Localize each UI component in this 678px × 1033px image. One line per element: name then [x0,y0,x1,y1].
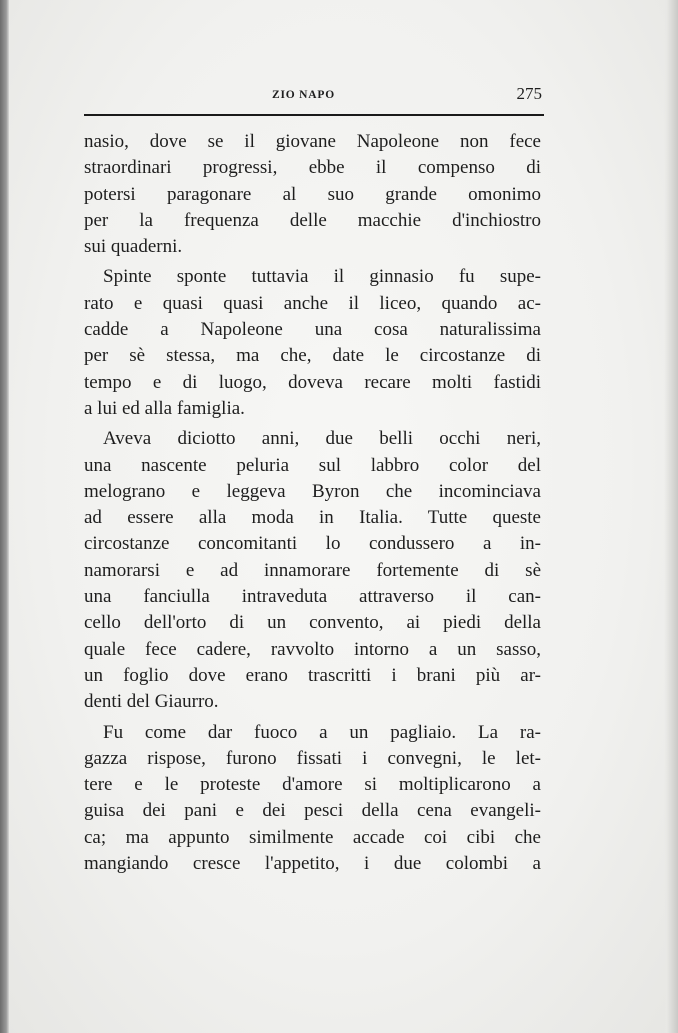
text-line: Spinte sponte tuttavia il ginnasio fu supe- [103,266,541,288]
text-line: potersi paragonare al suo grande omonimo [84,183,541,205]
header-rule [84,114,544,116]
text-line: denti del Giaurro. [84,691,219,713]
text-line: ad essere alla moda in Italia. Tutte queste [84,507,541,529]
body-text [84,129,541,877]
text-line: cadde a Napoleone una cosa naturalissima [84,319,541,341]
page-header [84,86,542,108]
text-line: gazza rispose, furono fissati i convegni, le let- [84,747,541,769]
page-number: 275 [516,84,542,103]
text-line: quale fece cadere, ravvolto intorno a un sasso, [84,638,541,660]
text-line: mangiando cresce l'appetito, i due colombi a [84,853,541,875]
paragraph [84,720,541,878]
text-line: Fu come dar fuoco a un pagliaio. La ra- [103,721,541,743]
text-line: circostanze concomitanti lo condussero a in- [84,533,541,555]
text-line: una nascente peluria sul labbro color del [84,454,541,476]
text-line: rato e quasi quasi anche il liceo, quando ac- [84,292,541,314]
text-line: per la frequenza delle macchie d'inchiostro [84,209,541,231]
text-line: tempo e di luogo, doveva recare molti fastidi [84,371,541,393]
text-line: melograno e leggeva Byron che incominciava [84,480,541,502]
text-line: nasio, dove se il giovane Napoleone non fece [84,131,541,152]
text-line: tere e le proteste d'amore si moltiplicarono a [84,774,541,796]
text-line: per sè stessa, ma che, date le circostanze di [84,345,541,367]
text-line: sui quaderni. [84,236,183,258]
text-line: namorarsi e ad innamorare fortemente di sè [84,559,541,581]
paragraph [84,264,541,422]
paragraph [84,426,541,715]
text-line: Aveva diciotto anni, due belli occhi neri, [103,428,541,450]
running-title: ZIO NAPO [272,89,335,101]
text-line: straordinari progressi, ebbe il compenso di [84,157,541,179]
page-edge-shadow [664,0,678,1033]
page-binding-shadow [0,0,9,1033]
text-line: cello dell'orto di un convento, ai piedi della [84,612,541,634]
text-line: una fanciulla intraveduta attraverso il can- [84,586,541,608]
text-line: un foglio dove erano trascritti i brani più ar- [84,664,541,686]
text-line: ca; ma appunto similmente accade coi cibi che [84,826,541,848]
text-line: guisa dei pani e dei pesci della cena evangeli- [84,800,541,822]
text-line: a lui ed alla famiglia. [84,397,245,419]
paragraph [84,129,541,260]
